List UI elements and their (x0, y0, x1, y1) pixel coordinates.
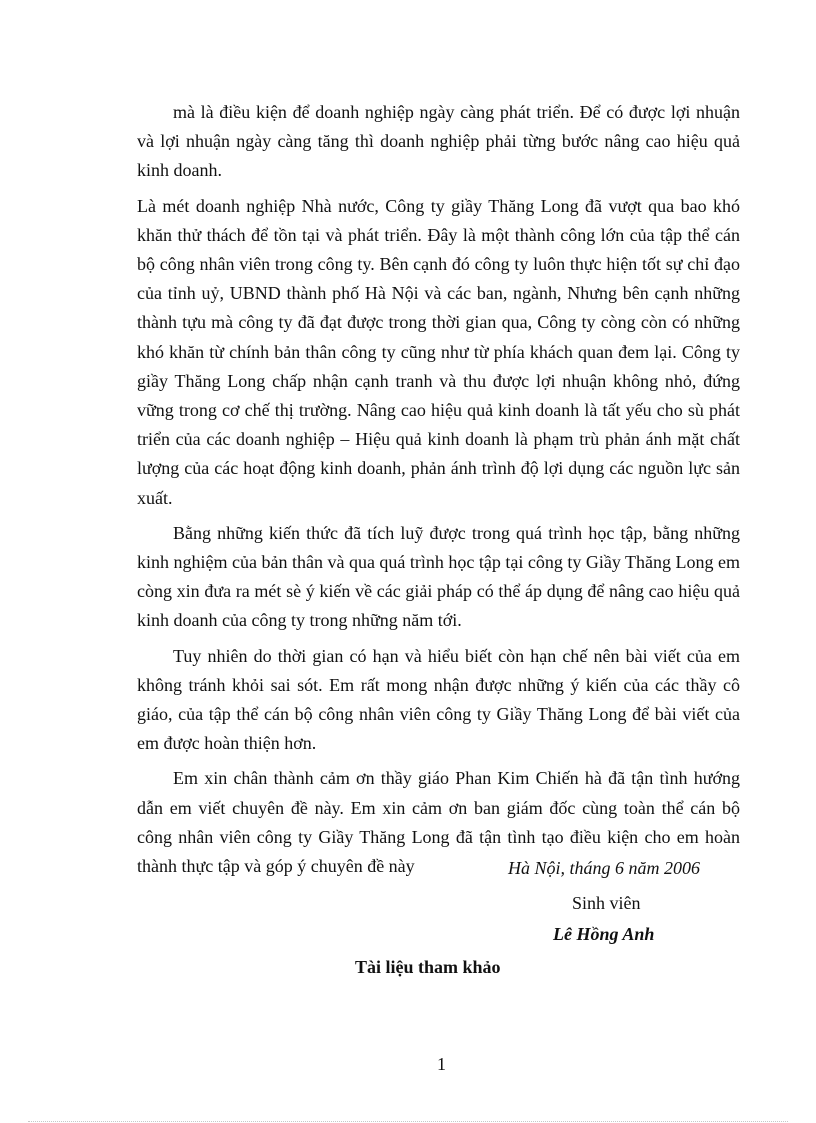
page-number: 1 (437, 1054, 446, 1074)
body-text (137, 98, 740, 887)
paragraph-2: Là mét doanh nghiệp Nhà nước, Công ty giầy Thăng Long đã vượt qua bao khó khăn thử thách để tồn tại và phát triển. Đây là một thành công lớn của tập thể cán bộ công nhân viên trong công ty. Bên cạnh đó công ty luôn thực hiện tốt sự chỉ đạo của tỉnh uỷ, UBND thành phố Hà Nội và các ban, ngành, Nhưng bên cạnh những thành tựu mà công ty đã đạt được trong thời gian qua, Công ty còng còn có những khó khăn từ chính bản thân công ty cũng như từ phía khách quan đem lại. Công ty giầy Thăng Long chấp nhận cạnh tranh và thu được lợi nhuận không nhỏ, đứng vững trong cơ chế thị trường. Nâng cao hiệu quả kinh doanh là tất yếu cho sù phát triển của các doanh nghiệp – Hiệu quả kinh doanh là phạm trù phản ánh mặt chất lượng của các hoạt động kinh doanh, phản ánh trình độ lợi dụng các nguồn lực sản xuất. (137, 195, 740, 508)
signature-role: Sinh viên (572, 893, 641, 913)
paragraph-3: Bằng những kiến thức đã tích luỹ được trong quá trình học tập, bằng những kinh nghiệm của bản thân và qua quá trình học tập tại công ty Giầy Thăng Long em còng xin đưa ra mét sè ý kiến về các giải pháp có thể áp dụng để nâng cao hiệu quả kinh doanh của công ty trong những năm tới. (137, 522, 741, 631)
signature-place-date: Hà Nội, tháng 6 năm 2006 (508, 858, 701, 878)
page-bottom-rule (28, 1121, 788, 1122)
references-heading: Tài liệu tham khảo (355, 957, 501, 977)
paragraph-1: mà là điều kiện để doanh nghiệp ngày càng phát triển. Để có được lợi nhuận và lợi nhuận ngày càng tăng thì doanh nghiệp phải từng bước nâng cao hiệu quả kinh doanh. (137, 102, 740, 181)
signature-name: Lê Hồng Anh (553, 924, 655, 944)
paragraph-4: Tuy nhiên do thời gian có hạn và hiểu biết còn hạn chế nên bài viết của em không tránh khỏi sai sót. Em rất mong nhận được những ý kiến của các thầy cô giáo, của tập thể cán bộ công nhân viên công ty Giầy Thăng Long để bài viết của em được hoàn thiện hơn. (137, 645, 740, 754)
paragraph-5: Em xin chân thành cảm ơn thầy giáo Phan Kim Chiến hà đã tận tình hướng dẫn em viết chuyên đề này. Em xin cảm ơn ban giám đốc cùng toàn thể cán bộ công nhân viên công ty Giầy Thăng Long đã tận tình tạo điều kiện cho em hoàn thành thực tập và góp ý chuyên đề này (137, 768, 740, 877)
